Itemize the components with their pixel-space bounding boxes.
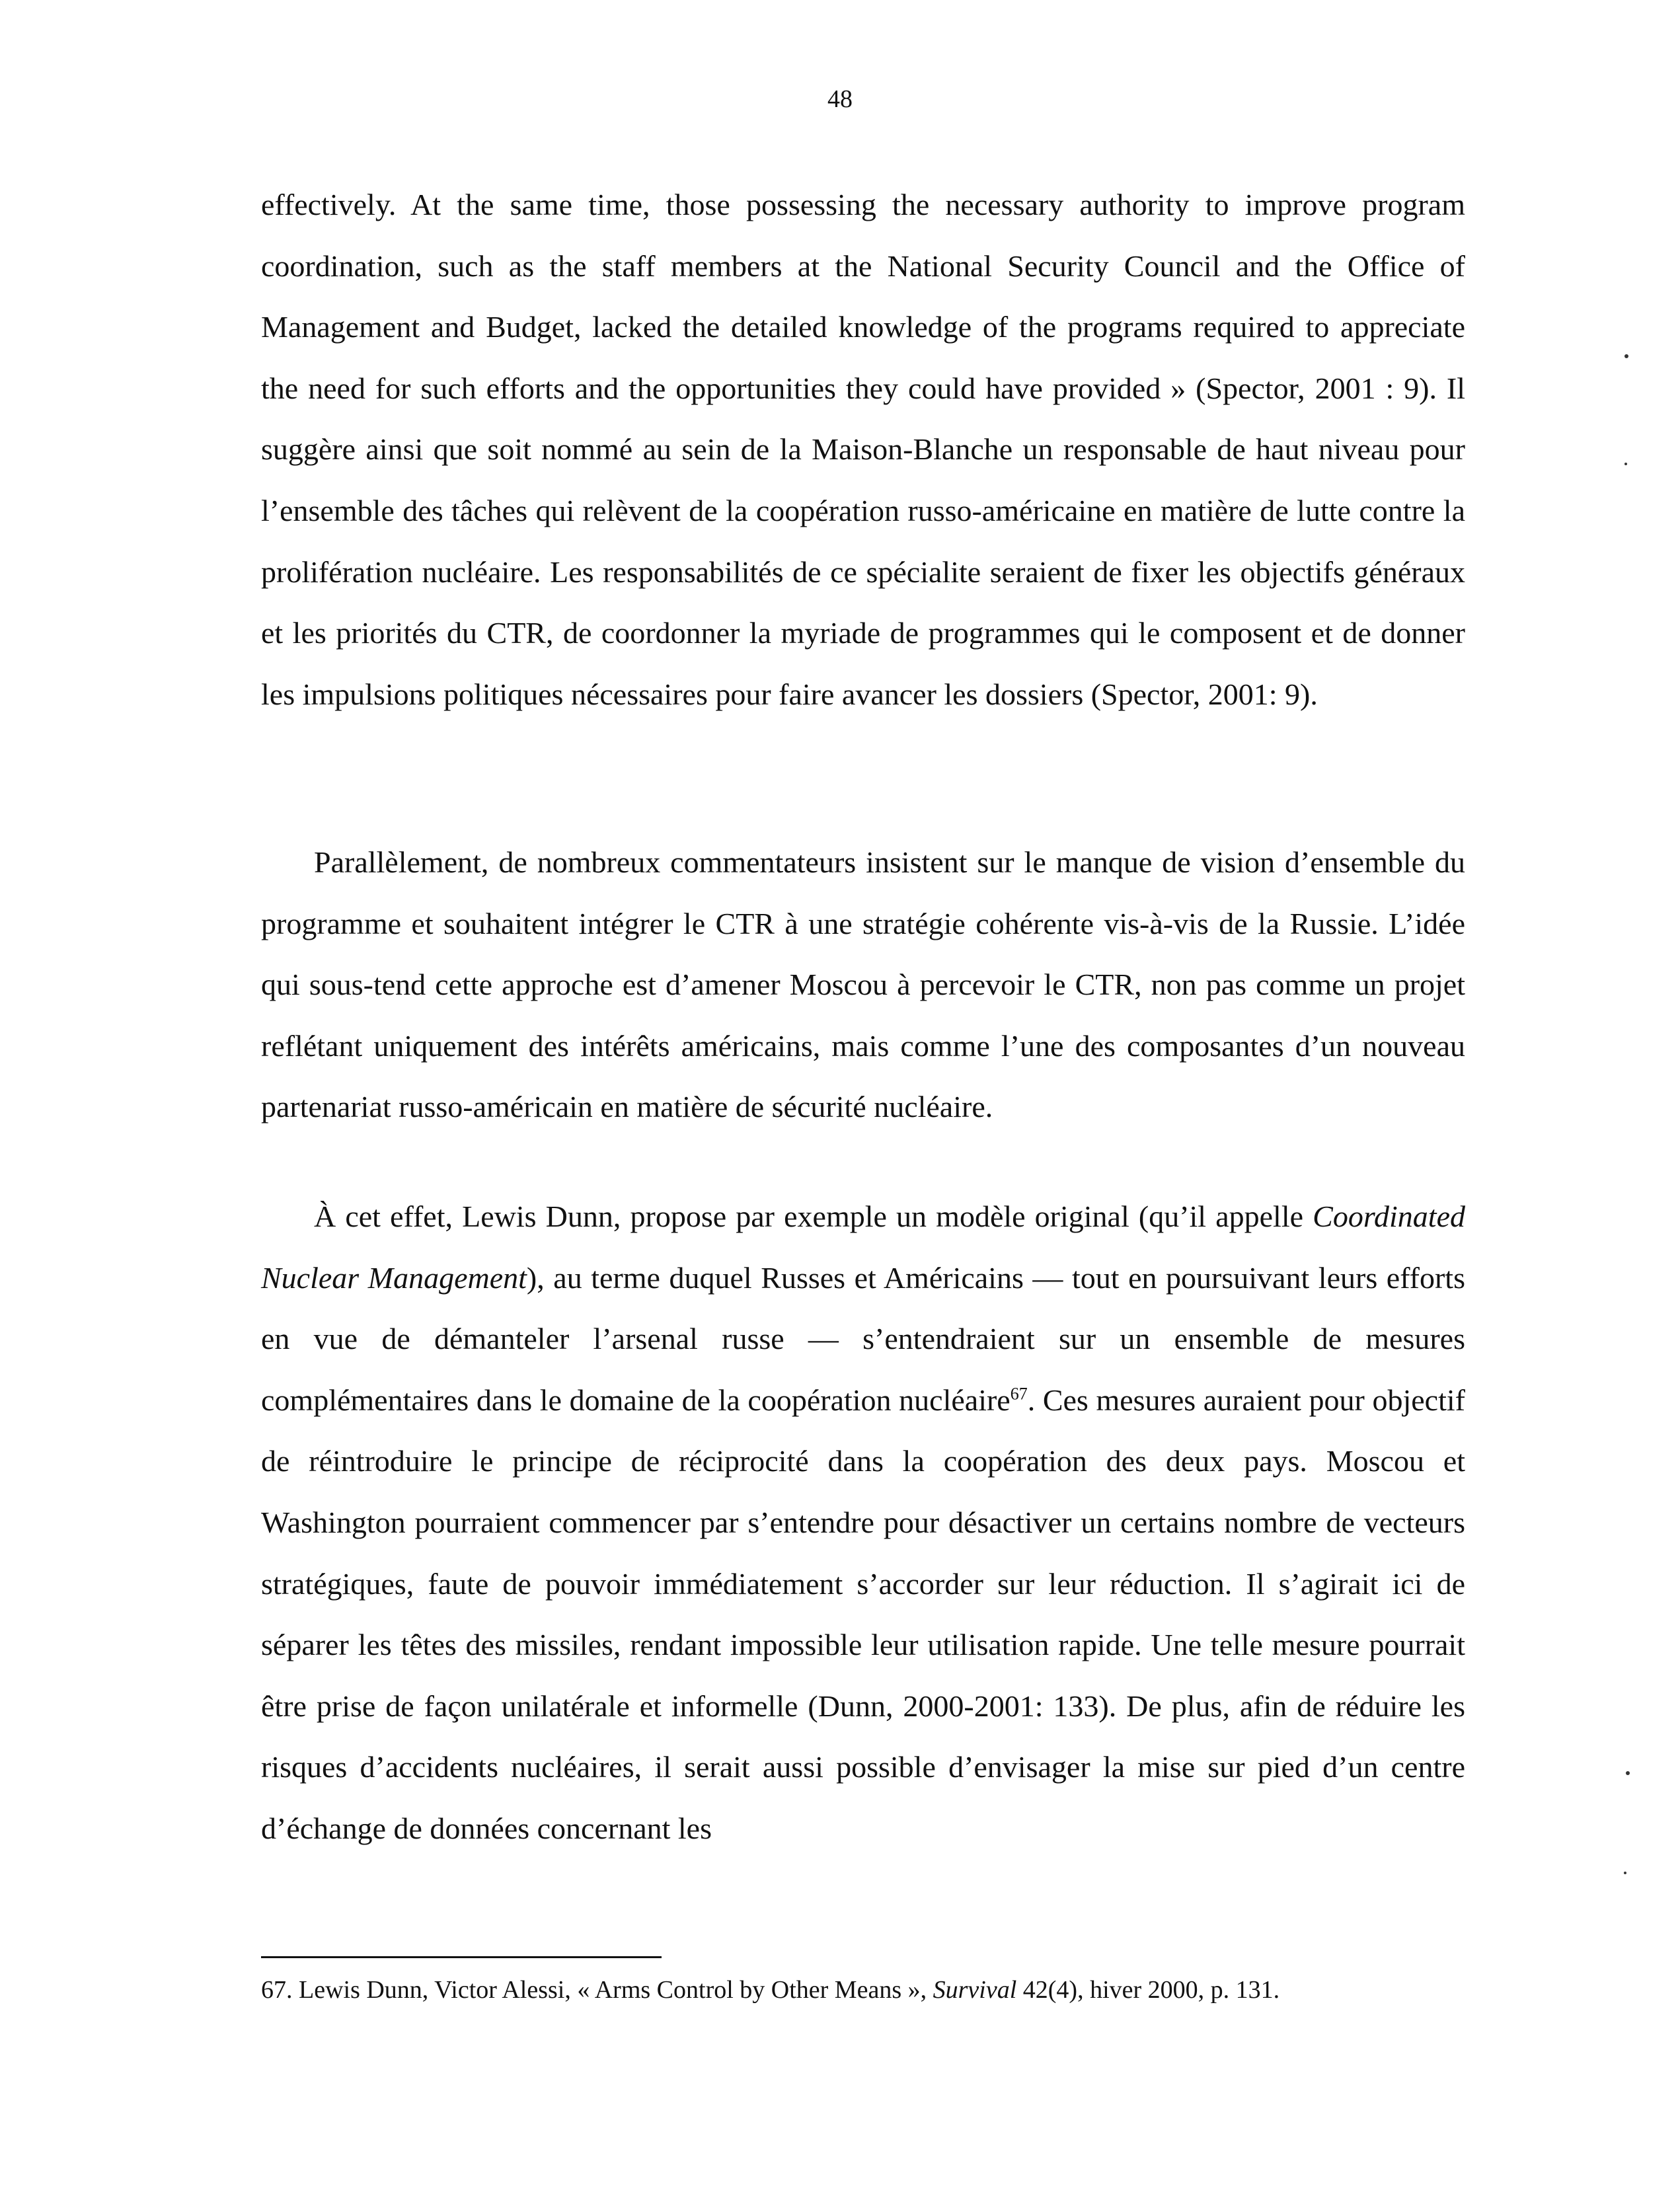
text-segment: . Ces mesures auraient pour objectif de réintroduire le principe de réciprocité dans la coopération des deux pays. Moscou et Washington pourraient commencer par s’entendre pour désactiver un certains nombre de vecteurs stratégiques, faute de pouvoir immédiatement s’accorder sur leur réduction. Il s’agirait ici de séparer les têtes des missiles, rendant impossible leur utilisation rapide. Une telle mesure pourrait être prise de façon unilatérale et informelle (Dunn, 2000-2001: 133). De plus, afin de réduire les risques d’accidents nucléaires, il serait aussi possible d’envisager la mise sur pied d’un centre d’échange de données concernant les	[261, 1383, 1465, 1845]
scan-speck	[1624, 463, 1627, 465]
page-number: 48	[827, 85, 853, 113]
footnote-reference: 67	[1010, 1384, 1028, 1404]
paragraph-1	[261, 174, 1465, 725]
text-segment: Parallèlement, de nombreux commentateurs insistent sur le manque de vision d’ensemble du programme et souhaitent intégrer le CTR à une stratégie cohérente vis-à-vis de la Russie. L’idée qui sous-tend cette approche est d’amener Moscou à percevoir le CTR, non pas comme un projet reflétant uniquement des intérêts américains, mais comme l’une des composantes d’un nouveau partenariat russo-américain en matière de sécurité nucléaire.	[261, 845, 1465, 1124]
text-segment: À cet effet, Lewis Dunn, propose par exemple un modèle original (qu’il appelle	[314, 1199, 1313, 1233]
footnote-67	[261, 1973, 1465, 2006]
text-segment: effectively. At the same time, those possessing the necessary authority to improve program coordination, such as the staff members at the National Security Council and the Office of Management and Budget, lacked the detailed knowledge of the programs required to appreciate the need for such efforts and the opportunities they could have provided » (Spector, 2001 : 9). Il suggère ainsi que soit nommé au sein de la Maison-Blanche un responsable de haut niveau pour l’ensemble des tâches qui relèvent de la coopération russo-américaine en matière de lutte contre la prolifération nucléaire. Les responsabilités de ce spécialite seraient de fixer les objectifs généraux et les priorités du CTR, de coordonner la myriade de programmes qui le composent et de donner les impulsions politiques nécessaires pour faire avancer les dossiers (Spector, 2001: 9).	[261, 188, 1465, 711]
footnote-separator	[261, 1956, 662, 1958]
scan-speck	[1626, 1771, 1630, 1775]
italic-text: Coordinated Nuclear Management	[261, 1199, 1465, 1295]
scan-speck	[1624, 1872, 1626, 1874]
italic-text: Survival	[933, 1976, 1017, 2004]
paragraph-2	[261, 832, 1465, 1138]
paragraph-3	[261, 1186, 1465, 1860]
text-segment: ), au terme duquel Russes et Américains — tout en poursuivant leurs efforts en vue de démanteler l’arsenal russe — s’entendraient sur un ensemble de mesures complémentaires dans le domaine de la coopération nucléaire	[261, 1260, 1465, 1417]
scan-speck	[1624, 354, 1628, 358]
text-segment: 67. Lewis Dunn, Victor Alessi, « Arms Control by Other Means »,	[261, 1976, 933, 2004]
text-segment: 42(4), hiver 2000, p. 131.	[1016, 1976, 1280, 2004]
